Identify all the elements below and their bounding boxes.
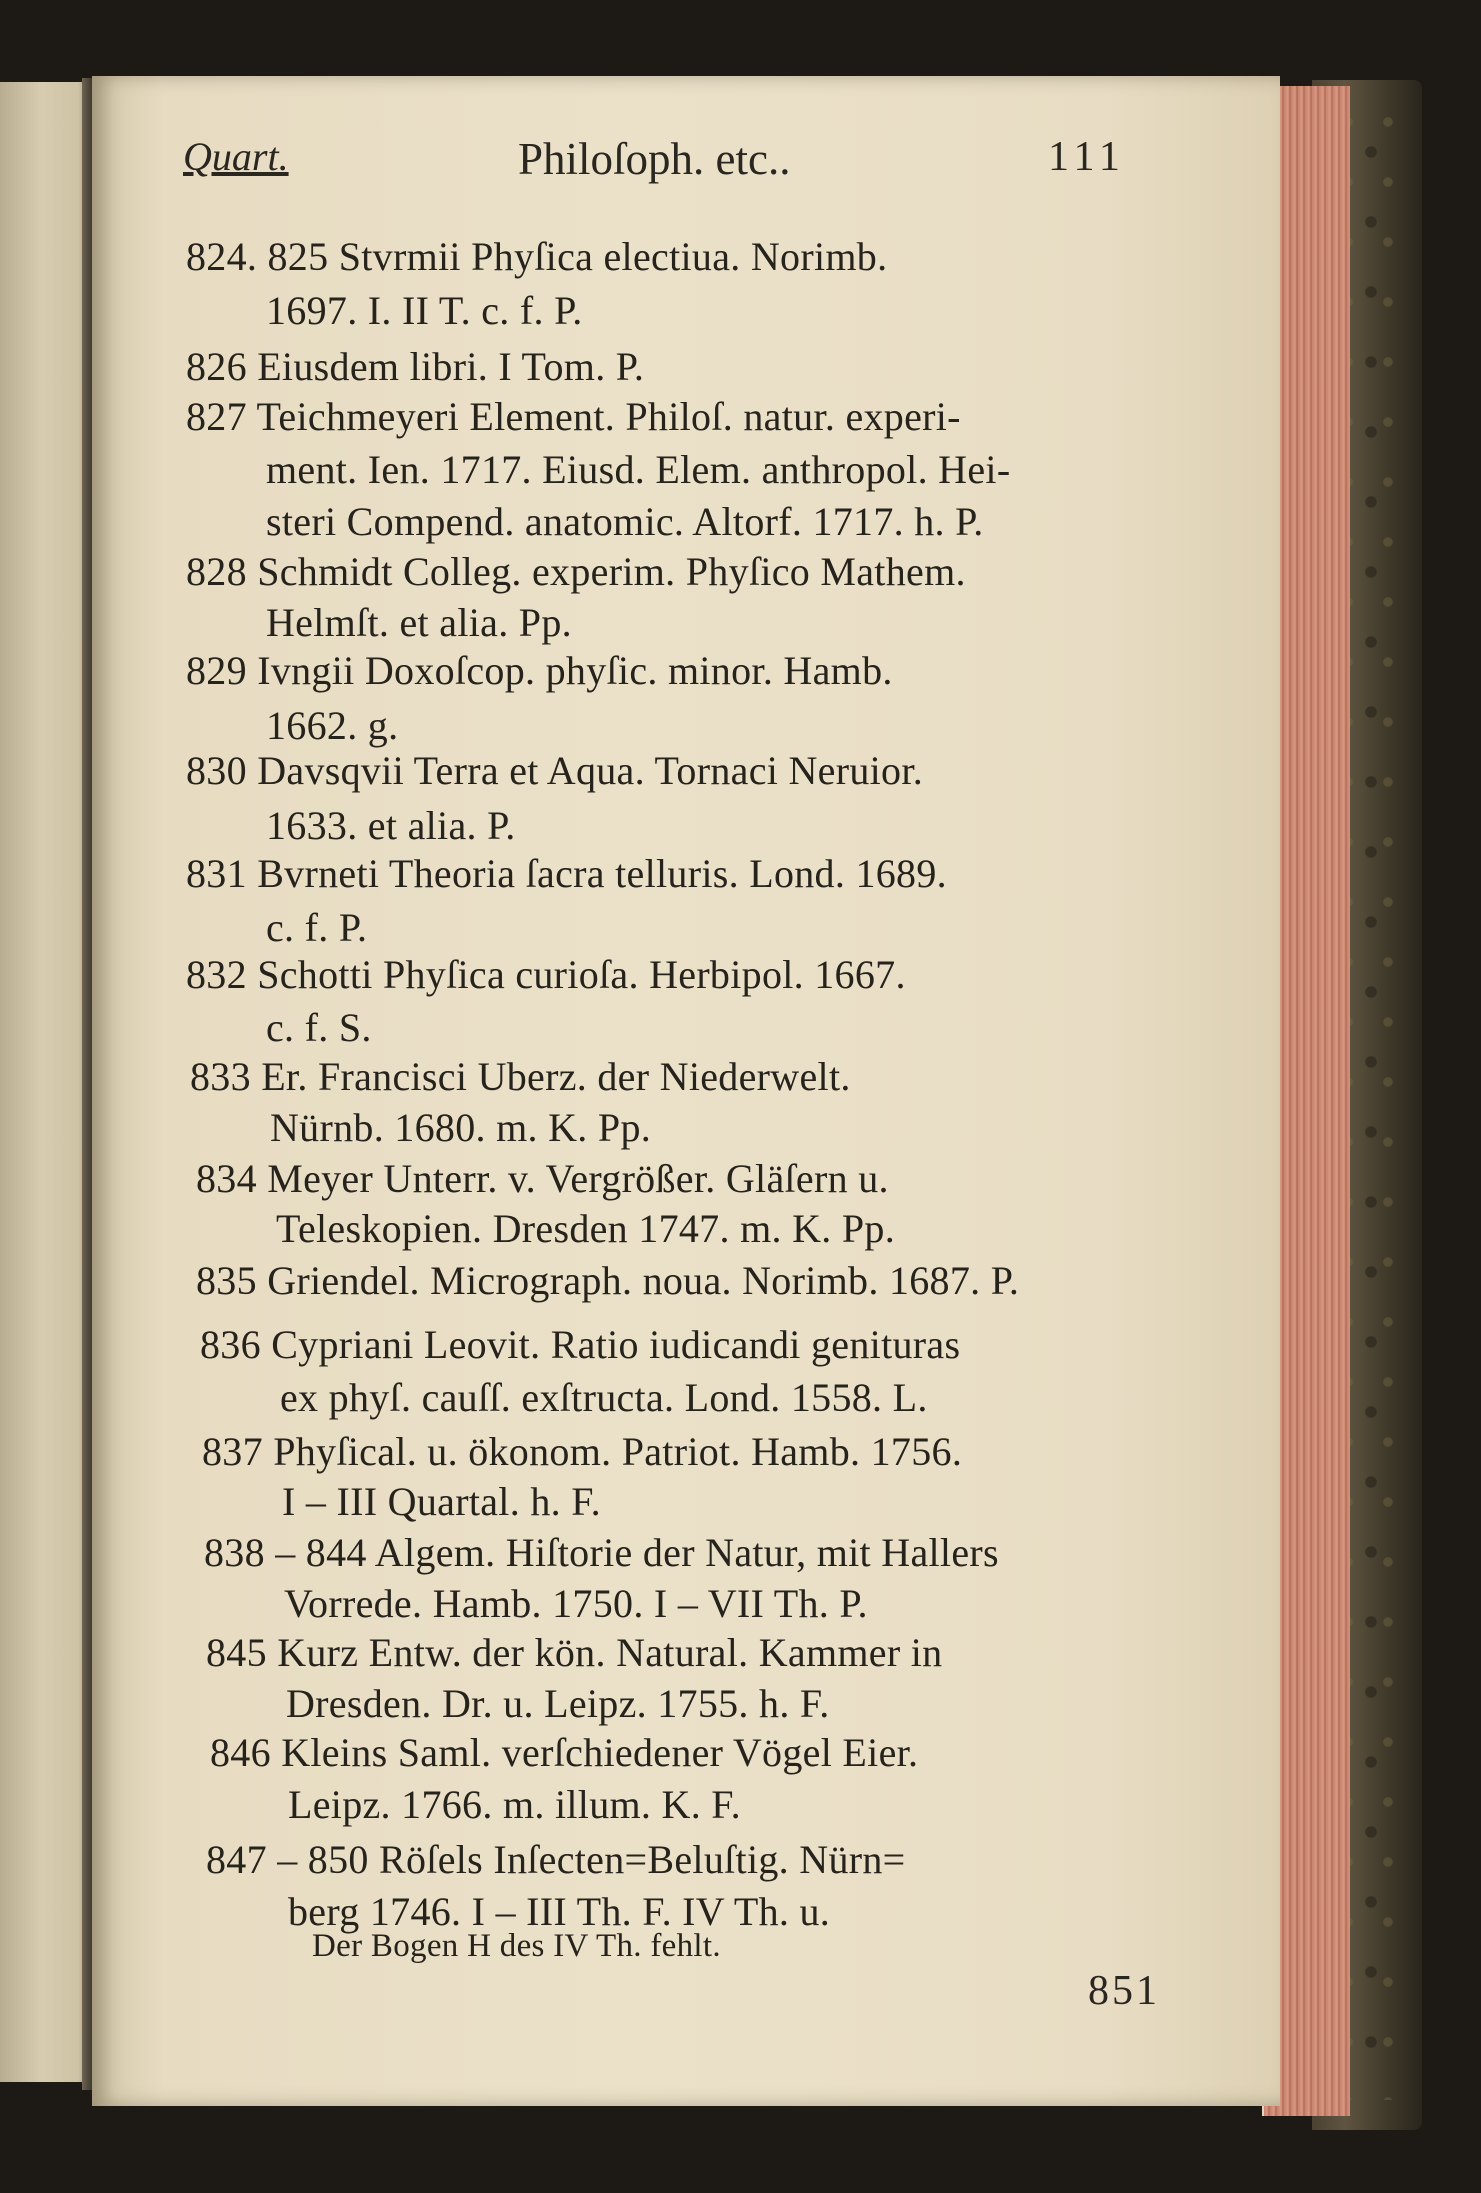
entry-line: Helmſt. et alia. Pp. — [266, 600, 572, 645]
entry-line: 831 Bvrneti Theoria ſacra telluris. Lond. 1689. — [186, 851, 947, 896]
entry-line: Dresden. Dr. u. Leipz. 1755. h. F. — [286, 1681, 830, 1726]
entry-line: 828 Schmidt Colleg. experim. Phyſico Mathem. — [186, 549, 966, 594]
entry-line: 1662. g. — [266, 703, 399, 748]
entry-line: ex phyſ. cauſſ. exſtructa. Lond. 1558. L. — [280, 1375, 928, 1420]
entry-line: 847 – 850 Röſels Inſecten=Beluſtig. Nürn= — [206, 1837, 906, 1882]
running-head-title: Philoſoph. etc.. — [518, 134, 791, 184]
entry-line: 838 – 844 Algem. Hiſtorie der Natur, mit Hallers — [204, 1530, 999, 1575]
entry-line: 836 Cypriani Leovit. Ratio iudicandi genituras — [200, 1322, 961, 1367]
entry-line: 835 Griendel. Micrograph. noua. Norimb. 1687. P. — [196, 1258, 1020, 1303]
entry-line: 827 Teichmeyeri Element. Philoſ. natur. experi- — [186, 394, 961, 439]
entry-line: Leipz. 1766. m. illum. K. F. — [288, 1782, 741, 1827]
entry-line: Teleskopien. Dresden 1747. m. K. Pp. — [276, 1206, 896, 1251]
entry-line: 845 Kurz Entw. der kön. Natural. Kammer in — [206, 1630, 943, 1675]
entry-line: 837 Phyſical. u. ökonom. Patriot. Hamb. 1756. — [202, 1429, 963, 1474]
entry-line: 833 Er. Francisci Uberz. der Niederwelt. — [190, 1054, 851, 1099]
entry-line: berg 1746. I – III Th. F. IV Th. u. — [288, 1889, 831, 1934]
entry-line: I – III Quartal. h. F. — [282, 1479, 601, 1524]
entry-line: 830 Davsqvii Terra et Aqua. Tornaci Neruior. — [186, 748, 924, 793]
entry-line: 832 Schotti Phyſica curioſa. Herbipol. 1667. — [186, 952, 906, 997]
footnote-line: Der Bogen H des IV Th. fehlt. — [312, 1928, 721, 1964]
entry-line: steri Compend. anatomic. Altorf. 1717. h. P. — [266, 499, 984, 544]
page-number: 111 — [1048, 134, 1126, 180]
entry-line: 824. 825 Stvrmii Phyſica electiua. Norimb. — [186, 234, 888, 279]
entry-line: 1697. I. II T. c. f. P. — [266, 288, 583, 333]
catchword: 851 — [1088, 1968, 1160, 2014]
entry-line: 829 Ivngii Doxoſcop. phyſic. minor. Hamb. — [186, 648, 893, 693]
entry-line: 834 Meyer Unterr. v. Vergrößer. Gläſern u. — [196, 1156, 889, 1201]
entry-line: ment. Ien. 1717. Eiusd. Elem. anthropol. Hei- — [266, 447, 1011, 492]
entry-line: 846 Kleins Saml. verſchiedener Vögel Eier. — [210, 1730, 919, 1775]
entry-line: Vorrede. Hamb. 1750. I – VII Th. P. — [284, 1581, 868, 1626]
entry-line: 1633. et alia. P. — [266, 803, 516, 848]
running-head-left: Quart. — [183, 134, 289, 179]
entry-line: Nürnb. 1680. m. K. Pp. — [270, 1105, 652, 1150]
entry-line: c. f. P. — [266, 905, 368, 950]
entry-line: c. f. S. — [266, 1005, 372, 1050]
entry-line: 826 Eiusdem libri. I Tom. P. — [186, 344, 645, 389]
left-page-edge — [0, 82, 92, 2082]
